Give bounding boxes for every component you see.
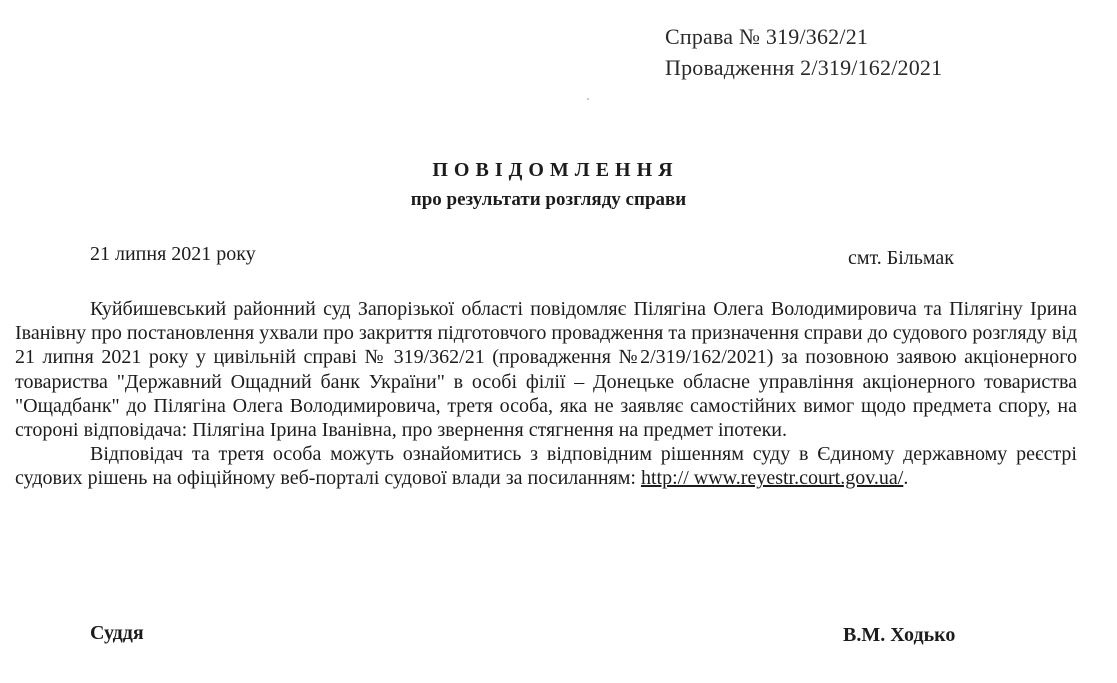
proceeding-number: Провадження 2/319/162/2021 [665,55,943,80]
document-date: 21 липня 2021 року [90,243,256,265]
document-place: смт. Більмак [848,247,955,269]
paragraph-access-text: Відповідач та третя особа можуть ознайомитись з відповідним рішенням суду в Єдиному державному реєстрі судових рішень на офіційному веб-порталі судової влади за посиланням: [15,443,1077,490]
document-subtitle: про результати розгляду справи [410,189,687,210]
paragraph-notice: Куйбишевський районний суд Запорізької області повідомляє Пілягіна Олега Володимировича та Пілягіну Ірина Іванівну про постановлення ухвали про закриття підготовчого провадження та призначення справи до судового розгляду від 21 липня 2021 року у цивільній справі № 319/362/21 (провадження №2/319/162/2021) за позовною заявою акціонерного товариства "Державний Ощадний банк України" в особі філії – Донецьке обласне управління акціонерного товариства "Ощадбанк" до Пілягіна Олега Володимировича, третя особа, яка не заявляє самостійних вимог щодо предмета спору, на стороні відповідача: Пілягіна Ірина Іванівна, про звернення стягнення на предмет іпотеки. [15,298,1077,442]
document-body [15,297,1077,491]
paragraph-access [15,442,1077,490]
judge-label: Суддя [90,622,144,644]
paragraph-access-end: . [903,467,909,490]
case-number: Справа № 319/362/21 [665,24,869,49]
document-title: ПОВІДОМЛЕННЯ [432,159,679,181]
registry-link[interactable]: http:// www.reyestr.court.gov.ua/ [640,467,904,490]
judge-name: В.М. Ходько [843,624,956,646]
scan-speck [587,98,589,100]
